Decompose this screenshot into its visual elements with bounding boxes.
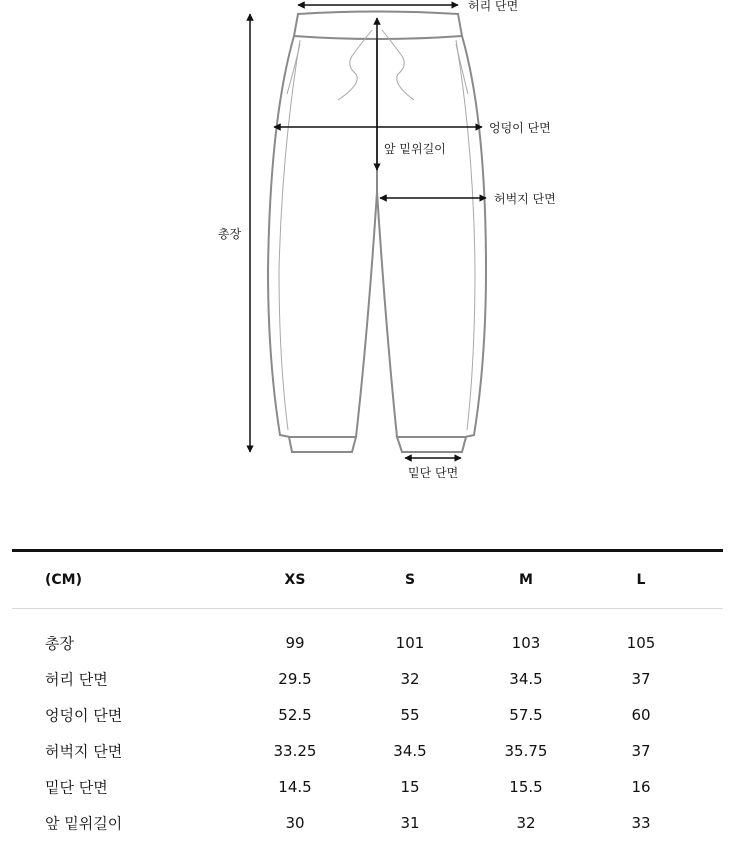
table-cell: 15	[400, 778, 420, 796]
table-cell: 37	[631, 742, 651, 760]
table-cell: 57.5	[509, 706, 543, 724]
table-cell: 35.75	[504, 742, 548, 760]
size-header: L	[636, 572, 646, 588]
table-row	[12, 625, 723, 661]
size-header: XS	[284, 572, 306, 588]
table-cell: 32	[400, 670, 420, 688]
table-cell: 55	[400, 706, 420, 724]
row-label: 총장	[45, 634, 74, 653]
length-label: 총장	[218, 227, 242, 241]
hip-label: 엉덩이 단면	[489, 121, 551, 135]
size-table-header	[12, 552, 723, 609]
table-cell: 15.5	[509, 778, 543, 796]
row-label: 앞 밑위길이	[45, 814, 123, 833]
row-label: 허벅지 단면	[45, 742, 123, 761]
table-cell: 14.5	[278, 778, 312, 796]
table-cell: 30	[285, 814, 305, 832]
table-row	[12, 697, 723, 733]
table-cell: 32	[516, 814, 536, 832]
row-label: 엉덩이 단면	[45, 706, 123, 725]
row-label: 허리 단면	[45, 670, 108, 689]
table-cell: 33	[631, 814, 651, 832]
front-rise-label: 앞 밑위길이	[384, 142, 446, 156]
size-header: S	[404, 572, 416, 588]
table-cell: 52.5	[278, 706, 312, 724]
row-label: 밑단 단면	[45, 778, 108, 797]
table-cell: 34.5	[509, 670, 543, 688]
table-cell: 60	[631, 706, 651, 724]
table-cell: 99	[285, 634, 305, 652]
size-table	[12, 549, 723, 841]
table-cell: 34.5	[393, 742, 427, 760]
thigh-label: 허벅지 단면	[494, 192, 556, 206]
table-cell: 33.25	[273, 742, 317, 760]
unit-header: (CM)	[45, 572, 83, 588]
table-row	[12, 769, 723, 805]
table-cell: 105	[626, 634, 656, 652]
table-cell: 103	[511, 634, 541, 652]
table-cell: 37	[631, 670, 651, 688]
table-row	[12, 733, 723, 769]
table-row	[12, 805, 723, 841]
size-header: M	[519, 572, 533, 588]
table-cell: 29.5	[278, 670, 312, 688]
hem-label: 밑단 단면	[408, 466, 459, 480]
table-row	[12, 661, 723, 697]
waist-label: 허리 단면	[468, 0, 519, 13]
table-cell: 101	[395, 634, 425, 652]
size-table-body	[12, 609, 723, 841]
table-cell: 31	[400, 814, 420, 832]
table-cell: 16	[631, 778, 651, 796]
